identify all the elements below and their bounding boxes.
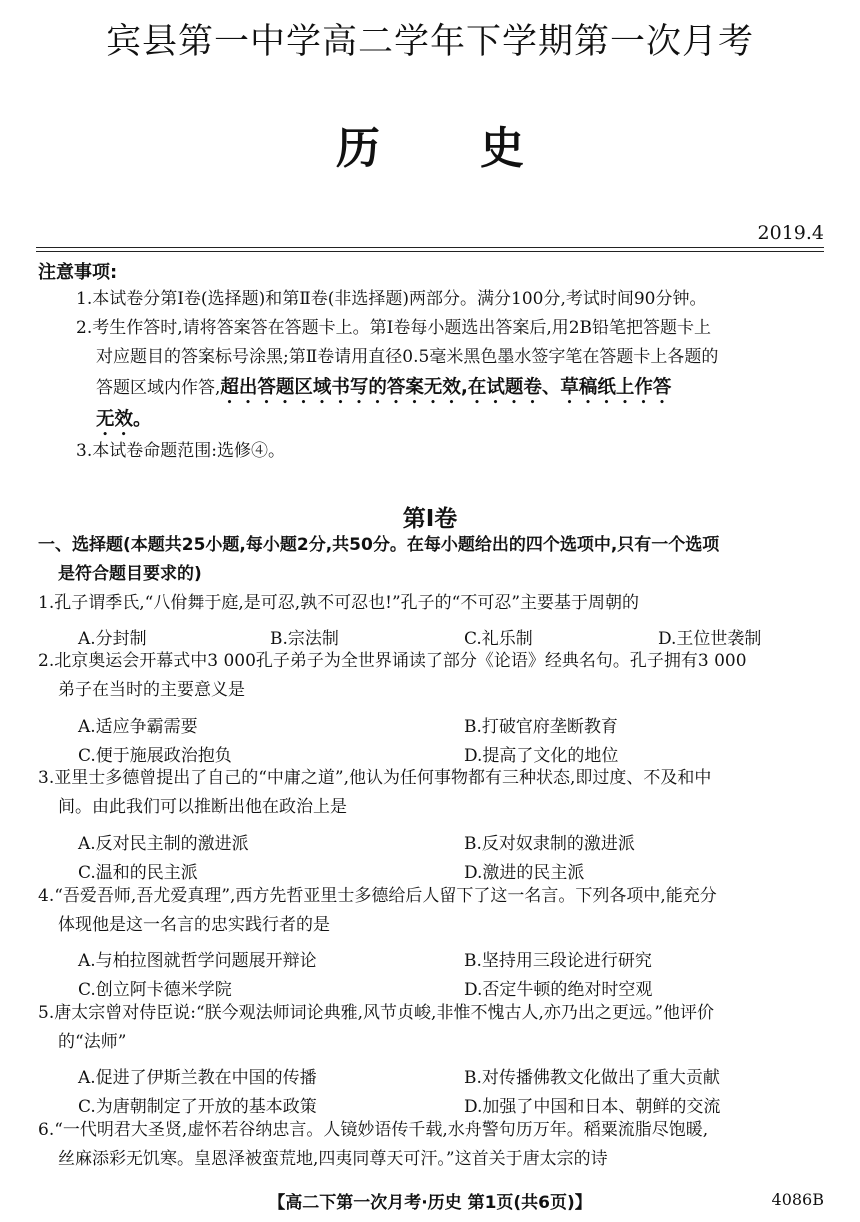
notice-heading: 注意事项:: [38, 262, 118, 283]
question-5-option-c: C.为唐朝制定了开放的基本政策: [78, 1097, 317, 1117]
question-4-option-c: C.创立阿卡德米学院: [78, 980, 232, 1000]
question-2-option-a: A.适应争霸需要: [78, 717, 198, 737]
question-3-option-a: A.反对民主制的激进派: [78, 834, 249, 854]
question-2-stem-line-2: 弟子在当时的主要意义是: [58, 680, 245, 700]
question-1-option-d: D.王位世袭制: [658, 629, 762, 649]
question-1-option-a: A.分封制: [78, 629, 147, 649]
question-2-stem-line-1: 2.北京奥运会开幕式中3 000孔子弟子为全世界诵读了部分《论语》经典名句。孔子拥有3 000: [38, 651, 747, 671]
question-5-stem-line-1: 5.唐太宗曾对侍臣说:“朕今观法师词论典雅,风节贞峻,非惟不愧古人,亦乃出之更远。”他评价: [38, 1003, 715, 1023]
question-5-option-a: A.促进了伊斯兰教在中国的传播: [78, 1068, 317, 1088]
section-instruction-line-1: 一、选择题(本题共25小题,每小题2分,共50分。在每小题给出的四个选项中,只有一个选项: [38, 535, 720, 555]
notice-item-2-text: 答题区域内作答,: [96, 378, 221, 398]
notice-item-2-line-4: [96, 405, 152, 440]
question-5-option-d: D.加强了中国和日本、朝鲜的交流: [464, 1097, 721, 1117]
question-4-option-d: D.否定牛顿的绝对时空观: [464, 980, 653, 1000]
paper-code: 4086B: [771, 1190, 824, 1209]
question-1-stem: 1.孔子谓季氏,“八佾舞于庭,是可忍,孰不可忍也!”孔子的“不可忍”主要基于周朝的: [38, 593, 640, 613]
question-4-stem-line-1: 4.“吾爱吾师,吾尤爱真理”,西方先哲亚里士多德给后人留下了这一名言。下列各项中,能充分: [38, 886, 717, 906]
question-3-stem-line-2: 间。由此我们可以推断出他在政治上是: [58, 797, 347, 817]
question-3-option-c: C.温和的民主派: [78, 863, 198, 883]
section-instruction-line-2: 是符合题目要求的): [58, 564, 202, 584]
header-rule-top: [36, 247, 824, 248]
question-3-option-b: B.反对奴隶制的激进派: [464, 834, 635, 854]
header-rule-bottom: [36, 251, 824, 252]
question-3-option-d: D.激进的民主派: [464, 863, 585, 883]
section-title: 第Ⅰ卷: [402, 506, 458, 532]
exam-date: 2019.4: [757, 222, 824, 244]
notice-emphasis-text: 超出答题区域书写的答案无效,在试题卷、草稿纸上作答: [220, 377, 672, 398]
exam-title: 宾县第一中学高二学年下学期第一次月考: [105, 22, 754, 62]
question-4-stem-line-2: 体现他是这一名言的忠实践行者的是: [58, 915, 330, 935]
notice-item-2-line-2: 对应题目的答案标号涂黑;第Ⅱ卷请用直径0.5毫米黑色墨水签字笔在答题卡上各题的: [96, 347, 719, 367]
notice-item-1: 1.本试卷分第Ⅰ卷(选择题)和第Ⅱ卷(非选择题)两部分。满分100分,考试时间90分钟。: [76, 289, 707, 309]
question-6-stem-line-2: 丝麻添彩无饥寒。皇恩泽被蛮荒地,四夷同尊天可汗。”这首关于唐太宗的诗: [58, 1149, 608, 1169]
notice-emphasis-end: 无效。: [96, 409, 152, 430]
notice-item-2-line-1: 2.考生作答时,请将答案答在答题卡上。第Ⅰ卷每小题选出答案后,用2B铅笔把答题卡上: [76, 318, 712, 338]
notice-item-3: 3.本试卷命题范围:选修④。: [76, 441, 285, 461]
question-3-stem-line-1: 3.亚里士多德曾提出了自己的“中庸之道”,他认为任何事物都有三种状态,即过度、不及和中: [38, 768, 712, 788]
question-5-option-b: B.对传播佛教文化做出了重大贡献: [464, 1068, 720, 1088]
subject-title: 历史: [336, 123, 624, 174]
question-5-stem-line-2: 的“法师”: [58, 1032, 127, 1052]
question-2-option-b: B.打破官府垄断教育: [464, 717, 618, 737]
notice-item-2-line-3: [96, 373, 671, 408]
page-footer: 【高二下第一次月考·历史 第1页(共6页)】: [268, 1193, 592, 1213]
question-6-stem-line-1: 6.“一代明君大圣贤,虚怀若谷纳忠言。人镜妙语传千载,水舟警句历万年。稻粟流脂尽饱暖,: [38, 1120, 709, 1140]
question-4-option-b: B.坚持用三段论进行研究: [464, 951, 652, 971]
question-4-option-a: A.与柏拉图就哲学问题展开辩论: [78, 951, 317, 971]
question-1-option-b: B.宗法制: [270, 629, 339, 649]
question-2-option-d: D.提高了文化的地位: [464, 746, 619, 766]
question-2-option-c: C.便于施展政治抱负: [78, 746, 232, 766]
question-1-option-c: C.礼乐制: [464, 629, 533, 649]
